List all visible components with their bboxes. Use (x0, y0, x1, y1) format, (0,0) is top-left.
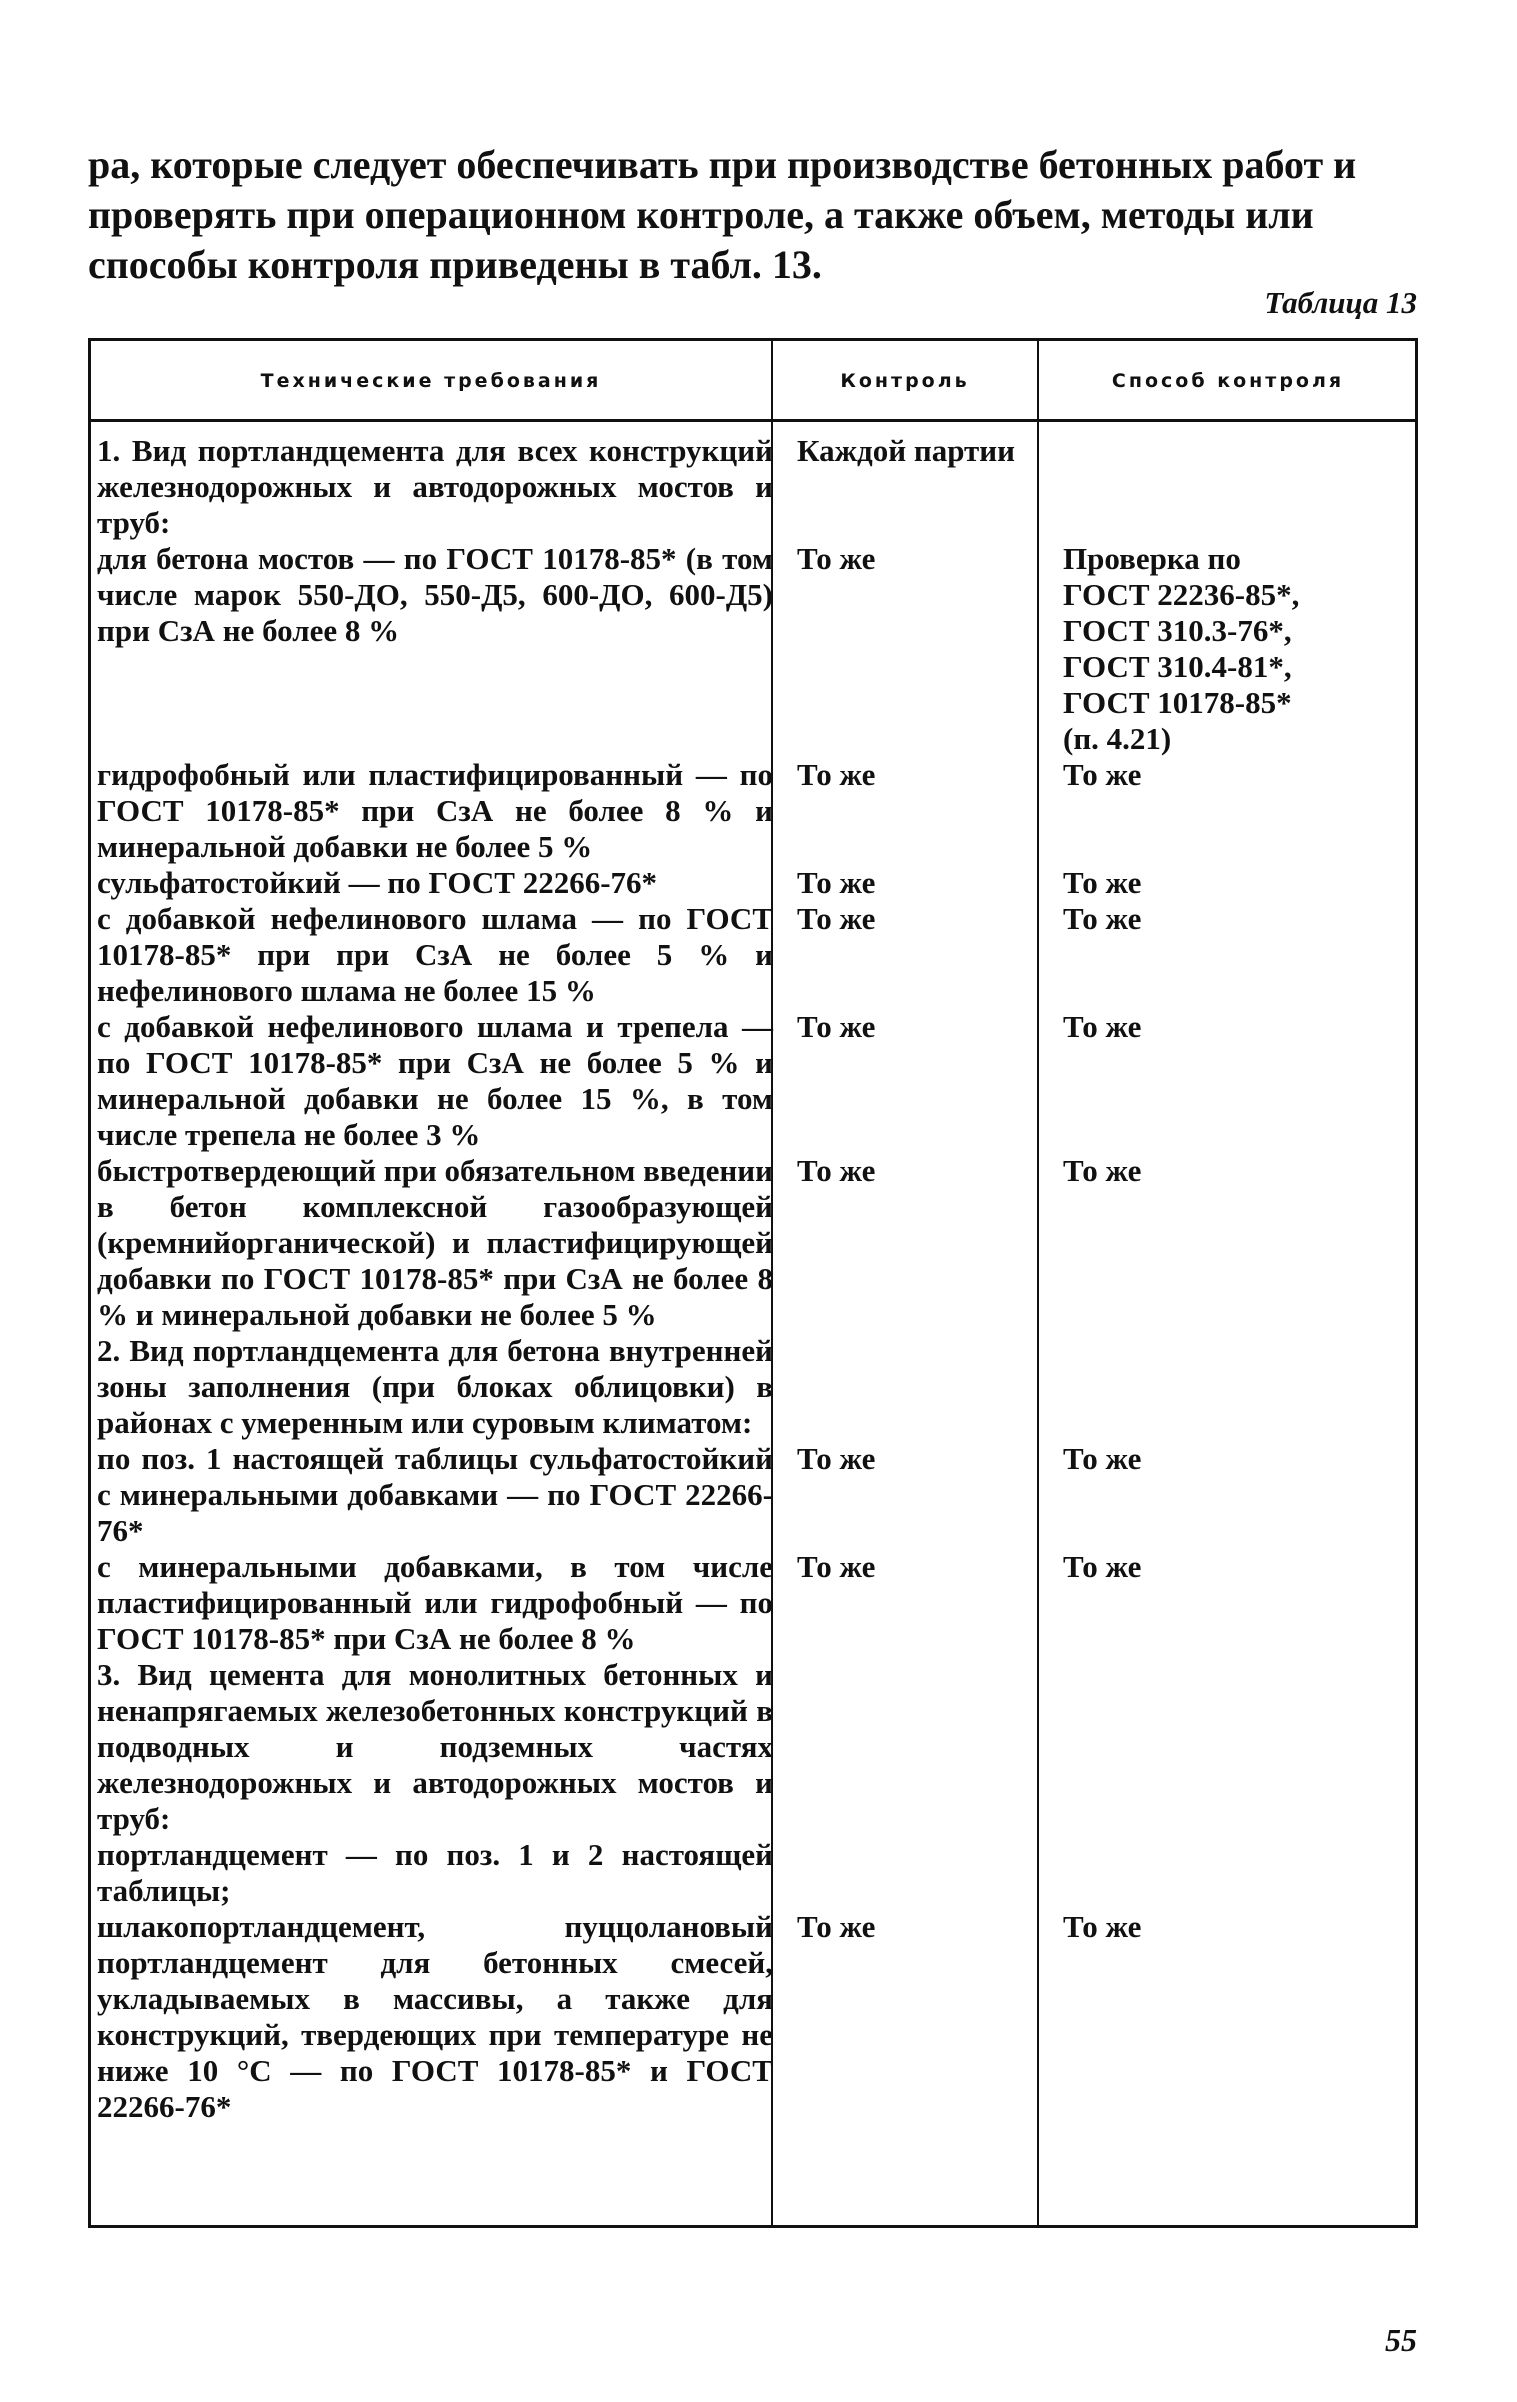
control-cell: То же (797, 1009, 876, 1044)
table-row (91, 1837, 1415, 1909)
table-row (91, 1909, 1415, 2125)
requirement-cell: 2. Вид портландцемента для бетона внутренней зоны заполнения (при блоках облицовки) в районах с умеренным или суровым климатом: (97, 1333, 773, 1440)
control-cell: То же (797, 865, 876, 900)
header-control: Контроль (840, 370, 970, 392)
requirement-cell: шлакопортландцемент, пуццолановый портландцемент для бетонных смесей, укладываемых в массивы, а также для конструкций, твердеющих при температуре не ниже 10 °С — по ГОСТ 10178-85* и ГОСТ 22266-76* (97, 1909, 773, 2124)
method-cell: То же (1063, 1441, 1142, 1476)
requirement-cell: портландцемент — по поз. 1 и 2 настоящей таблицы; (97, 1837, 773, 1908)
control-cell: То же (797, 757, 876, 792)
header-method: Способ контроля (1111, 370, 1345, 392)
method-cell: То же (1063, 901, 1142, 936)
requirement-cell: с добавкой нефелинового шлама — по ГОСТ 10178-85* при при СзА не более 5 % и нефелинового шлама не более 15 % (97, 901, 773, 1008)
method-cell: То же (1063, 1549, 1142, 1584)
intro-paragraph (88, 140, 1420, 290)
table-row (91, 865, 1415, 901)
table-row (91, 757, 1415, 865)
table-row (91, 1153, 1415, 1333)
requirement-cell: с добавкой нефелинового шлама и трепела — по ГОСТ 10178-85* при СзА не более 5 % и минеральной добавки не более 15 %, в том числе трепела не более 3 % (97, 1009, 773, 1152)
table-body (91, 423, 1415, 2225)
requirement-cell: с минеральными добавками, в том числе пластифицированный или гидрофобный — по ГОСТ 10178-85* при СзА не более 8 % (97, 1549, 773, 1656)
control-cell: То же (797, 901, 876, 936)
method-cell: То же (1063, 757, 1142, 792)
requirement-cell: быстротвердеющий при обязательном введении в бетон комплексной газообразующей (кремнийорганической) и пластифицирующей добавки по ГОСТ 10178-85* при СзА не более 8 % и минеральной добавки не более 5 % (97, 1153, 773, 1332)
table-row (91, 901, 1415, 1009)
table-row (91, 1441, 1415, 1549)
requirement-cell: по поз. 1 настоящей таблицы сульфатостойкий с минеральными добавками — по ГОСТ 22266-76* (97, 1441, 773, 1548)
requirements-table (88, 338, 1418, 2228)
table-row (91, 1009, 1415, 1153)
requirement-cell: для бетона мостов — по ГОСТ 10178-85* (в том числе марок 550-ДО, 550-Д5, 600-ДО, 600-Д5) при СзА не более 8 % (97, 541, 773, 648)
requirement-cell: сульфатостойкий — по ГОСТ 22266-76* (97, 865, 658, 900)
intro-line: способы контроля приведены в табл. 13. (88, 242, 822, 287)
method-cell: То же (1063, 865, 1142, 900)
control-cell: Каждой партии (797, 433, 1015, 468)
requirement-cell: гидрофобный или пластифицированный — по ГОСТ 10178-85* при СзА не более 8 % и минеральной добавки не более 5 % (97, 757, 773, 864)
control-cell: То же (797, 1441, 876, 1476)
page-number: 55 (1385, 2322, 1417, 2358)
method-cell: То же (1063, 1909, 1142, 1944)
requirement-cell: 1. Вид портландцемента для всех конструкций железнодорожных и автодорожных мостов и труб: (97, 433, 773, 540)
table-caption: Таблица 13 (1264, 285, 1417, 320)
control-cell: То же (797, 541, 876, 576)
requirement-cell: 3. Вид цемента для монолитных бетонных и ненапрягаемых железобетонных конструкций в подводных и подземных частях железнодорожных и автодорожных мостов и труб: (97, 1657, 773, 1836)
intro-line: ра, которые следует обеспечивать при производстве бетонных работ и (88, 142, 1357, 187)
intro-line: проверять при операционном контроле, а также объем, методы или (88, 192, 1314, 237)
control-cell: То же (797, 1549, 876, 1584)
control-cell: То же (797, 1153, 876, 1188)
table-row (91, 433, 1415, 541)
table-row (91, 1657, 1415, 1837)
header-requirements: Технические требования (260, 370, 602, 392)
table-row (91, 541, 1415, 757)
table-row (91, 1333, 1415, 1441)
method-cell: То же (1063, 1153, 1142, 1188)
method-cell: То же (1063, 1009, 1142, 1044)
control-cell: То же (797, 1909, 876, 1944)
method-cell: Проверка по ГОСТ 22236-85*, ГОСТ 310.3-76*, ГОСТ 310.4-81*, ГОСТ 10178-85* (п. 4.21) (1063, 541, 1300, 756)
table-row (91, 1549, 1415, 1657)
